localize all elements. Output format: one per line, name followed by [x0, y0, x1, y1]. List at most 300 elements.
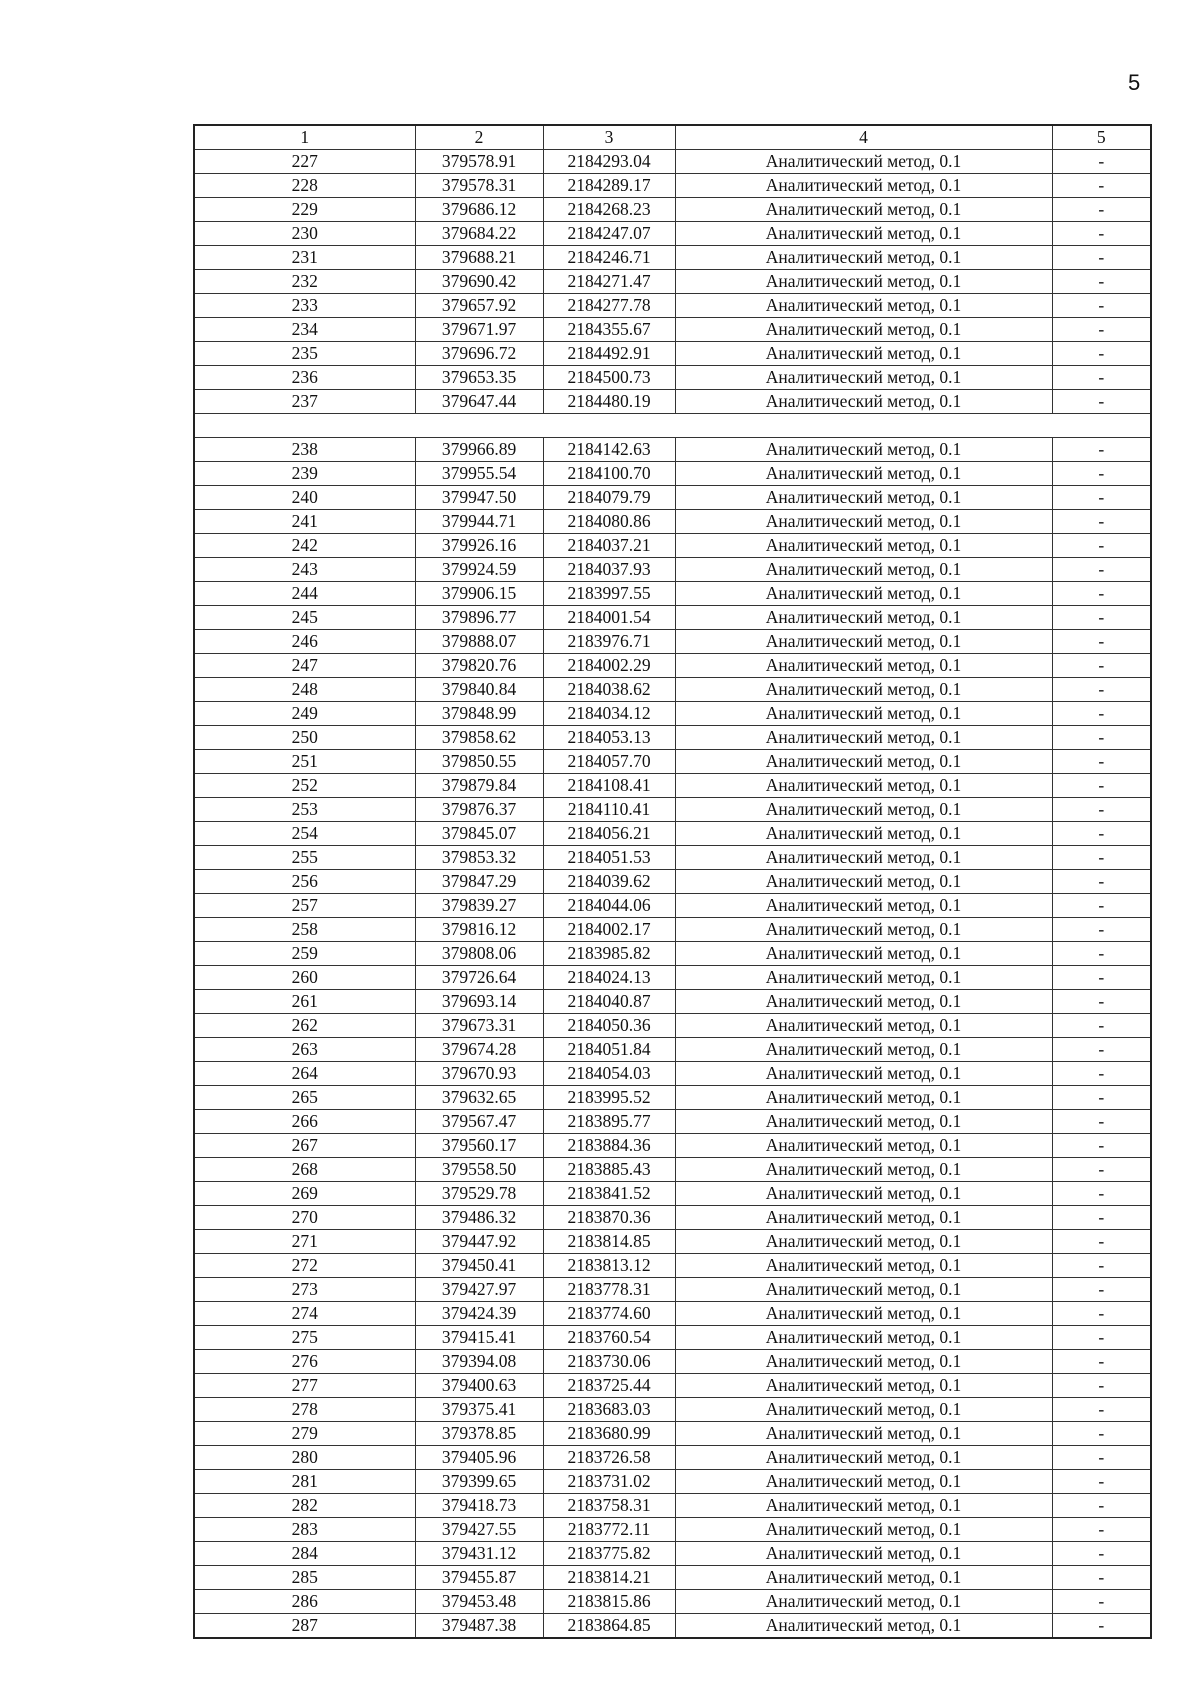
cell-x: 379424.39 — [415, 1302, 543, 1326]
cell-method: Аналитический метод, 0.1 — [675, 1014, 1052, 1038]
coordinates-table — [193, 124, 1152, 1639]
cell-x: 379879.84 — [415, 774, 543, 798]
cell-x: 379647.44 — [415, 390, 543, 414]
table-row — [194, 1350, 1151, 1374]
cell-note: - — [1052, 966, 1151, 990]
cell-method: Аналитический метод, 0.1 — [675, 486, 1052, 510]
cell-y: 2184051.53 — [543, 846, 675, 870]
cell-note: - — [1052, 1518, 1151, 1542]
table-row — [194, 846, 1151, 870]
cell-note: - — [1052, 534, 1151, 558]
cell-method: Аналитический метод, 0.1 — [675, 1326, 1052, 1350]
cell-x: 379850.55 — [415, 750, 543, 774]
cell-y: 2183884.36 — [543, 1134, 675, 1158]
column-header-y: 3 — [543, 125, 675, 150]
cell-y: 2184110.41 — [543, 798, 675, 822]
cell-note: - — [1052, 1278, 1151, 1302]
cell-note: - — [1052, 846, 1151, 870]
cell-point-number: 287 — [194, 1614, 415, 1639]
column-header-x: 2 — [415, 125, 543, 150]
cell-method: Аналитический метод, 0.1 — [675, 1302, 1052, 1326]
cell-note: - — [1052, 1326, 1151, 1350]
cell-x: 379427.97 — [415, 1278, 543, 1302]
cell-point-number: 236 — [194, 366, 415, 390]
cell-y: 2183726.58 — [543, 1446, 675, 1470]
cell-y: 2184051.84 — [543, 1038, 675, 1062]
cell-y: 2184500.73 — [543, 366, 675, 390]
cell-note: - — [1052, 990, 1151, 1014]
cell-y: 2184247.07 — [543, 222, 675, 246]
cell-point-number: 280 — [194, 1446, 415, 1470]
cell-method: Аналитический метод, 0.1 — [675, 462, 1052, 486]
cell-point-number: 270 — [194, 1206, 415, 1230]
cell-y: 2183885.43 — [543, 1158, 675, 1182]
cell-point-number: 260 — [194, 966, 415, 990]
cell-y: 2183997.55 — [543, 582, 675, 606]
table-row — [194, 582, 1151, 606]
table-row — [194, 1038, 1151, 1062]
table-row — [194, 1230, 1151, 1254]
table-row — [194, 606, 1151, 630]
cell-note: - — [1052, 1422, 1151, 1446]
cell-point-number: 267 — [194, 1134, 415, 1158]
cell-note: - — [1052, 318, 1151, 342]
cell-method: Аналитический метод, 0.1 — [675, 1350, 1052, 1374]
table-row — [194, 1614, 1151, 1639]
cell-x: 379399.65 — [415, 1470, 543, 1494]
cell-x: 379670.93 — [415, 1062, 543, 1086]
table-row — [194, 1254, 1151, 1278]
table-row — [194, 1158, 1151, 1182]
cell-y: 2183814.85 — [543, 1230, 675, 1254]
cell-x: 379839.27 — [415, 894, 543, 918]
cell-point-number: 228 — [194, 174, 415, 198]
cell-method: Аналитический метод, 0.1 — [675, 1590, 1052, 1614]
cell-point-number: 263 — [194, 1038, 415, 1062]
cell-point-number: 253 — [194, 798, 415, 822]
cell-method: Аналитический метод, 0.1 — [675, 726, 1052, 750]
cell-note: - — [1052, 1470, 1151, 1494]
cell-x: 379847.29 — [415, 870, 543, 894]
cell-y: 2183760.54 — [543, 1326, 675, 1350]
cell-note: - — [1052, 486, 1151, 510]
cell-point-number: 286 — [194, 1590, 415, 1614]
cell-y: 2184057.70 — [543, 750, 675, 774]
cell-note: - — [1052, 654, 1151, 678]
cell-y: 2184080.86 — [543, 510, 675, 534]
cell-note: - — [1052, 366, 1151, 390]
cell-x: 379487.38 — [415, 1614, 543, 1639]
cell-x: 379840.84 — [415, 678, 543, 702]
cell-y: 2184480.19 — [543, 390, 675, 414]
cell-method: Аналитический метод, 0.1 — [675, 174, 1052, 198]
cell-note: - — [1052, 1110, 1151, 1134]
cell-y: 2183813.12 — [543, 1254, 675, 1278]
cell-note: - — [1052, 942, 1151, 966]
cell-y: 2183815.86 — [543, 1590, 675, 1614]
cell-note: - — [1052, 1374, 1151, 1398]
separator-cell — [194, 414, 1151, 438]
table-row — [194, 246, 1151, 270]
cell-note: - — [1052, 246, 1151, 270]
cell-method: Аналитический метод, 0.1 — [675, 630, 1052, 654]
cell-point-number: 249 — [194, 702, 415, 726]
cell-method: Аналитический метод, 0.1 — [675, 846, 1052, 870]
cell-method: Аналитический метод, 0.1 — [675, 918, 1052, 942]
cell-point-number: 242 — [194, 534, 415, 558]
table-row — [194, 1494, 1151, 1518]
cell-note: - — [1052, 822, 1151, 846]
cell-method: Аналитический метод, 0.1 — [675, 702, 1052, 726]
cell-method: Аналитический метод, 0.1 — [675, 750, 1052, 774]
cell-x: 379578.91 — [415, 150, 543, 174]
cell-method: Аналитический метод, 0.1 — [675, 270, 1052, 294]
cell-x: 379450.41 — [415, 1254, 543, 1278]
cell-x: 379418.73 — [415, 1494, 543, 1518]
cell-method: Аналитический метод, 0.1 — [675, 1566, 1052, 1590]
cell-note: - — [1052, 270, 1151, 294]
cell-method: Аналитический метод, 0.1 — [675, 774, 1052, 798]
cell-method: Аналитический метод, 0.1 — [675, 366, 1052, 390]
cell-note: - — [1052, 150, 1151, 174]
table-row — [194, 726, 1151, 750]
table-row — [194, 1062, 1151, 1086]
cell-point-number: 250 — [194, 726, 415, 750]
cell-point-number: 245 — [194, 606, 415, 630]
cell-x: 379690.42 — [415, 270, 543, 294]
table-row — [194, 750, 1151, 774]
column-header-method: 4 — [675, 125, 1052, 150]
cell-y: 2183985.82 — [543, 942, 675, 966]
table-row — [194, 942, 1151, 966]
cell-y: 2184037.93 — [543, 558, 675, 582]
table-body — [194, 150, 1151, 1639]
cell-note: - — [1052, 582, 1151, 606]
cell-method: Аналитический метод, 0.1 — [675, 222, 1052, 246]
cell-method: Аналитический метод, 0.1 — [675, 558, 1052, 582]
cell-method: Аналитический метод, 0.1 — [675, 1062, 1052, 1086]
cell-note: - — [1052, 750, 1151, 774]
cell-note: - — [1052, 918, 1151, 942]
cell-x: 379858.62 — [415, 726, 543, 750]
cell-x: 379447.92 — [415, 1230, 543, 1254]
table-row — [194, 1302, 1151, 1326]
cell-note: - — [1052, 1350, 1151, 1374]
table-row — [194, 990, 1151, 1014]
cell-point-number: 281 — [194, 1470, 415, 1494]
cell-point-number: 229 — [194, 198, 415, 222]
cell-note: - — [1052, 558, 1151, 582]
cell-y: 2184079.79 — [543, 486, 675, 510]
cell-note: - — [1052, 1182, 1151, 1206]
table-row — [194, 534, 1151, 558]
cell-method: Аналитический метод, 0.1 — [675, 1278, 1052, 1302]
cell-note: - — [1052, 1494, 1151, 1518]
cell-point-number: 257 — [194, 894, 415, 918]
cell-x: 379684.22 — [415, 222, 543, 246]
cell-x: 379820.76 — [415, 654, 543, 678]
table-row — [194, 918, 1151, 942]
cell-note: - — [1052, 894, 1151, 918]
cell-y: 2184034.12 — [543, 702, 675, 726]
cell-x: 379674.28 — [415, 1038, 543, 1062]
column-header-note: 5 — [1052, 125, 1151, 150]
cell-y: 2183775.82 — [543, 1542, 675, 1566]
cell-y: 2184054.03 — [543, 1062, 675, 1086]
cell-y: 2183864.85 — [543, 1614, 675, 1639]
cell-method: Аналитический метод, 0.1 — [675, 798, 1052, 822]
cell-y: 2184040.87 — [543, 990, 675, 1014]
cell-x: 379427.55 — [415, 1518, 543, 1542]
cell-point-number: 276 — [194, 1350, 415, 1374]
cell-x: 379688.21 — [415, 246, 543, 270]
cell-x: 379673.31 — [415, 1014, 543, 1038]
cell-note: - — [1052, 678, 1151, 702]
cell-note: - — [1052, 390, 1151, 414]
cell-point-number: 261 — [194, 990, 415, 1014]
table-row — [194, 1374, 1151, 1398]
cell-x: 379632.65 — [415, 1086, 543, 1110]
cell-method: Аналитический метод, 0.1 — [675, 1110, 1052, 1134]
cell-note: - — [1052, 222, 1151, 246]
cell-x: 379567.47 — [415, 1110, 543, 1134]
cell-note: - — [1052, 870, 1151, 894]
cell-y: 2183774.60 — [543, 1302, 675, 1326]
table-row — [194, 1518, 1151, 1542]
table-row — [194, 1086, 1151, 1110]
cell-y: 2183725.44 — [543, 1374, 675, 1398]
table-row — [194, 342, 1151, 366]
table-row — [194, 870, 1151, 894]
group-separator-row — [194, 414, 1151, 438]
cell-y: 2184293.04 — [543, 150, 675, 174]
cell-point-number: 268 — [194, 1158, 415, 1182]
cell-x: 379558.50 — [415, 1158, 543, 1182]
table-row — [194, 438, 1151, 462]
cell-point-number: 277 — [194, 1374, 415, 1398]
cell-y: 2184246.71 — [543, 246, 675, 270]
cell-point-number: 233 — [194, 294, 415, 318]
cell-y: 2184289.17 — [543, 174, 675, 198]
table-row — [194, 174, 1151, 198]
cell-point-number: 251 — [194, 750, 415, 774]
cell-x: 379578.31 — [415, 174, 543, 198]
table-row — [194, 222, 1151, 246]
cell-y: 2183758.31 — [543, 1494, 675, 1518]
cell-note: - — [1052, 1398, 1151, 1422]
cell-method: Аналитический метод, 0.1 — [675, 150, 1052, 174]
cell-point-number: 271 — [194, 1230, 415, 1254]
table-row — [194, 318, 1151, 342]
cell-x: 379693.14 — [415, 990, 543, 1014]
cell-note: - — [1052, 1446, 1151, 1470]
cell-y: 2184271.47 — [543, 270, 675, 294]
cell-y: 2183731.02 — [543, 1470, 675, 1494]
cell-method: Аналитический метод, 0.1 — [675, 870, 1052, 894]
cell-note: - — [1052, 174, 1151, 198]
cell-x: 379726.64 — [415, 966, 543, 990]
cell-method: Аналитический метод, 0.1 — [675, 246, 1052, 270]
cell-point-number: 243 — [194, 558, 415, 582]
cell-point-number: 252 — [194, 774, 415, 798]
table-row — [194, 366, 1151, 390]
cell-note: - — [1052, 1134, 1151, 1158]
cell-method: Аналитический метод, 0.1 — [675, 582, 1052, 606]
table-row — [194, 486, 1151, 510]
cell-y: 2184050.36 — [543, 1014, 675, 1038]
cell-note: - — [1052, 1014, 1151, 1038]
cell-x: 379431.12 — [415, 1542, 543, 1566]
cell-point-number: 282 — [194, 1494, 415, 1518]
table-row — [194, 822, 1151, 846]
cell-point-number: 256 — [194, 870, 415, 894]
cell-point-number: 241 — [194, 510, 415, 534]
cell-method: Аналитический метод, 0.1 — [675, 894, 1052, 918]
cell-note: - — [1052, 1086, 1151, 1110]
table-row — [194, 1014, 1151, 1038]
cell-y: 2184044.06 — [543, 894, 675, 918]
cell-point-number: 274 — [194, 1302, 415, 1326]
table-row — [194, 774, 1151, 798]
cell-x: 379955.54 — [415, 462, 543, 486]
table-header — [194, 125, 1151, 150]
header-row — [194, 125, 1151, 150]
table-row — [194, 1566, 1151, 1590]
table-row — [194, 798, 1151, 822]
table-row — [194, 1446, 1151, 1470]
cell-y: 2184038.62 — [543, 678, 675, 702]
cell-note: - — [1052, 1542, 1151, 1566]
cell-method: Аналитический метод, 0.1 — [675, 390, 1052, 414]
cell-x: 379653.35 — [415, 366, 543, 390]
cell-y: 2183895.77 — [543, 1110, 675, 1134]
cell-method: Аналитический метод, 0.1 — [675, 1446, 1052, 1470]
table-row — [194, 1182, 1151, 1206]
cell-note: - — [1052, 1038, 1151, 1062]
cell-note: - — [1052, 198, 1151, 222]
cell-y: 2184002.17 — [543, 918, 675, 942]
cell-y: 2184056.21 — [543, 822, 675, 846]
column-header-point-number: 1 — [194, 125, 415, 150]
cell-note: - — [1052, 774, 1151, 798]
cell-y: 2183976.71 — [543, 630, 675, 654]
cell-x: 379394.08 — [415, 1350, 543, 1374]
table-row — [194, 1326, 1151, 1350]
cell-method: Аналитический метод, 0.1 — [675, 1470, 1052, 1494]
cell-x: 379375.41 — [415, 1398, 543, 1422]
cell-method: Аналитический метод, 0.1 — [675, 1254, 1052, 1278]
cell-method: Аналитический метод, 0.1 — [675, 510, 1052, 534]
cell-x: 379657.92 — [415, 294, 543, 318]
cell-point-number: 238 — [194, 438, 415, 462]
cell-method: Аналитический метод, 0.1 — [675, 606, 1052, 630]
table-row — [194, 390, 1151, 414]
cell-method: Аналитический метод, 0.1 — [675, 1086, 1052, 1110]
table-row — [194, 294, 1151, 318]
cell-y: 2184100.70 — [543, 462, 675, 486]
cell-point-number: 239 — [194, 462, 415, 486]
cell-method: Аналитический метод, 0.1 — [675, 1374, 1052, 1398]
cell-method: Аналитический метод, 0.1 — [675, 1158, 1052, 1182]
cell-point-number: 275 — [194, 1326, 415, 1350]
cell-method: Аналитический метод, 0.1 — [675, 318, 1052, 342]
cell-point-number: 264 — [194, 1062, 415, 1086]
cell-x: 379848.99 — [415, 702, 543, 726]
cell-point-number: 259 — [194, 942, 415, 966]
cell-note: - — [1052, 462, 1151, 486]
cell-x: 379415.41 — [415, 1326, 543, 1350]
cell-note: - — [1052, 510, 1151, 534]
cell-x: 379888.07 — [415, 630, 543, 654]
cell-method: Аналитический метод, 0.1 — [675, 1134, 1052, 1158]
cell-point-number: 273 — [194, 1278, 415, 1302]
cell-note: - — [1052, 630, 1151, 654]
cell-x: 379808.06 — [415, 942, 543, 966]
cell-x: 379853.32 — [415, 846, 543, 870]
cell-method: Аналитический метод, 0.1 — [675, 990, 1052, 1014]
table-row — [194, 198, 1151, 222]
cell-point-number: 230 — [194, 222, 415, 246]
cell-point-number: 266 — [194, 1110, 415, 1134]
cell-x: 379845.07 — [415, 822, 543, 846]
cell-point-number: 237 — [194, 390, 415, 414]
cell-method: Аналитический метод, 0.1 — [675, 1542, 1052, 1566]
cell-note: - — [1052, 438, 1151, 462]
cell-x: 379405.96 — [415, 1446, 543, 1470]
cell-y: 2183814.21 — [543, 1566, 675, 1590]
cell-method: Аналитический метод, 0.1 — [675, 1398, 1052, 1422]
cell-method: Аналитический метод, 0.1 — [675, 1230, 1052, 1254]
cell-point-number: 254 — [194, 822, 415, 846]
cell-x: 379400.63 — [415, 1374, 543, 1398]
cell-note: - — [1052, 1302, 1151, 1326]
cell-x: 379486.32 — [415, 1206, 543, 1230]
cell-point-number: 246 — [194, 630, 415, 654]
cell-note: - — [1052, 1158, 1151, 1182]
cell-note: - — [1052, 702, 1151, 726]
cell-note: - — [1052, 1254, 1151, 1278]
table-row — [194, 558, 1151, 582]
table-row — [194, 630, 1151, 654]
cell-x: 379896.77 — [415, 606, 543, 630]
cell-method: Аналитический метод, 0.1 — [675, 1182, 1052, 1206]
cell-x: 379876.37 — [415, 798, 543, 822]
cell-note: - — [1052, 294, 1151, 318]
cell-note: - — [1052, 1590, 1151, 1614]
table-row — [194, 1542, 1151, 1566]
cell-note: - — [1052, 1062, 1151, 1086]
cell-point-number: 265 — [194, 1086, 415, 1110]
cell-point-number: 232 — [194, 270, 415, 294]
table-row — [194, 966, 1151, 990]
cell-method: Аналитический метод, 0.1 — [675, 1038, 1052, 1062]
cell-point-number: 278 — [194, 1398, 415, 1422]
cell-method: Аналитический метод, 0.1 — [675, 678, 1052, 702]
table-row — [194, 1422, 1151, 1446]
cell-y: 2184001.54 — [543, 606, 675, 630]
cell-point-number: 258 — [194, 918, 415, 942]
cell-method: Аналитический метод, 0.1 — [675, 1494, 1052, 1518]
cell-point-number: 235 — [194, 342, 415, 366]
cell-y: 2184024.13 — [543, 966, 675, 990]
cell-note: - — [1052, 1206, 1151, 1230]
cell-point-number: 231 — [194, 246, 415, 270]
cell-y: 2184108.41 — [543, 774, 675, 798]
cell-method: Аналитический метод, 0.1 — [675, 342, 1052, 366]
cell-note: - — [1052, 726, 1151, 750]
table-row — [194, 1398, 1151, 1422]
table-row — [194, 894, 1151, 918]
